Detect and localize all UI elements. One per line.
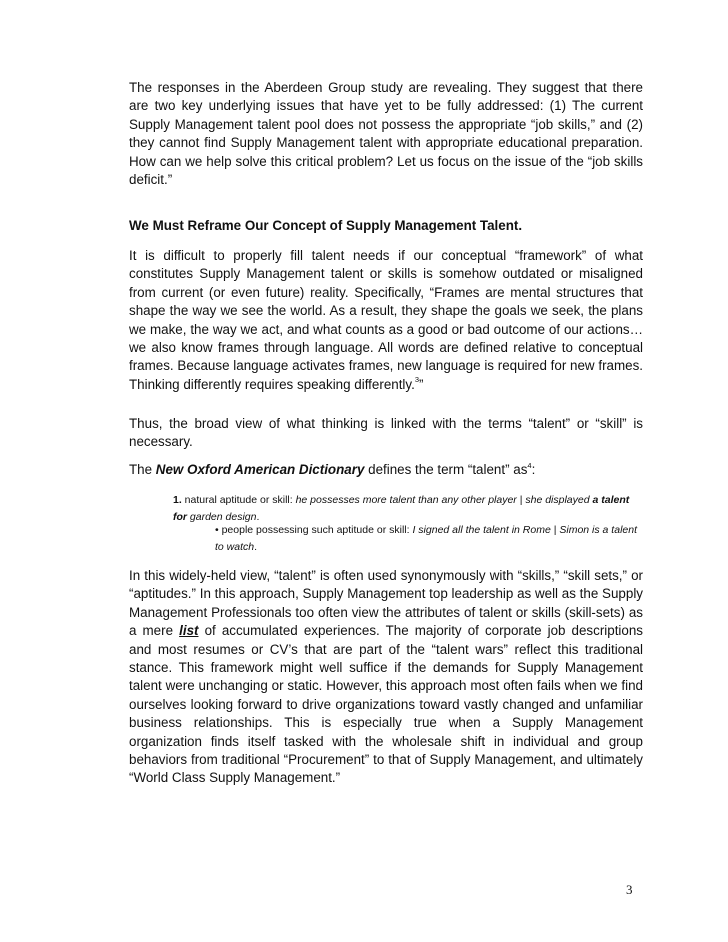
- dict-intro-colon: :: [531, 462, 536, 477]
- widely-held-text-a: In this widely-held view, “talent” is often used synonymously with “skills,” “skill sets,” or “aptitudes.” In this approach, Supply Management top leadership as well as the Supply Management Professionals too often view the attributes of talent or skills (skill-sets) as a mere: [129, 568, 643, 639]
- paragraph-frames: [129, 247, 643, 394]
- paragraph-dictionary-intro: [129, 461, 643, 479]
- def1-example-2a: she displayed: [525, 494, 593, 506]
- def1-example-2b: garden design: [187, 510, 257, 523]
- def1-period: .: [256, 510, 260, 523]
- definition-2: [215, 522, 645, 555]
- frames-close-quote: ”: [419, 376, 424, 392]
- def2-example-2: Simon is a talent to watch: [215, 524, 637, 553]
- def2-example-1: I signed all the talent in Rome: [412, 524, 551, 536]
- definition-1: [173, 492, 633, 525]
- list-emphasis: list: [179, 623, 199, 639]
- footnote-ref-4: 4: [527, 460, 532, 470]
- definition-number: 1.: [173, 494, 182, 506]
- def1-example-2-bold: a talent for: [173, 494, 630, 523]
- paragraph-aberdeen: The responses in the Aberdeen Group study are revealing. They suggest that there are two key underlying issues that have yet to be fully addressed: (1) The current Supply Management talent pool does not possess the appropriate “job skills,” and (2) they cannot find Supply Management talent with appropriate educational preparation. How can we help solve this critical problem? Let us focus on the issue of the “job skills deficit.”: [129, 80, 643, 188]
- section-heading: We Must Reframe Our Concept of Supply Management Talent.: [129, 218, 523, 233]
- widely-held-text-b: of accumulated experiences. The majority of corporate job descriptions and most resumes or CV’s that are part of the “talent wars” reflect this traditional stance. This framework might well suffice if the demands for Supply Management talent were unchanging or static. However, this approach most often fails when we find ourselves looking forward to drive organizations toward vastly changed and unfamiliar business relationships. This is especially true when a Supply Management organization finds itself tasked with the wholesale shift in individual and group behaviors from traditional “Procurement” to that of Supply Management, and ultimately “World Class Supply Management.”: [129, 623, 643, 786]
- page-number: 3: [626, 882, 633, 897]
- def2-separator: |: [550, 524, 560, 536]
- dict-intro-pre: The: [129, 462, 156, 477]
- paragraph-widely-held-view: [129, 567, 643, 788]
- dictionary-title: New Oxford American Dictionary: [155, 462, 365, 477]
- frames-text: It is difficult to properly fill talent needs if our conceptual “framework” of what constitutes Supply Management talent or skills is somehow outdated or misaligned from current (or even future) reality. Specifically, “Frames are mental structures that shape the way we see the world. As a result, they shape the goals we seek, the plans we make, the way we act, and what counts as a good or bad outcome of our actions…we also know frames through language. All words are defined relative to conceptual frames. Because language activates frames, new language is required for new frames. Thinking differently requires speaking differently.: [129, 248, 643, 392]
- def1-separator: |: [516, 494, 526, 506]
- footnote-ref-3: 3: [414, 375, 419, 385]
- def2-period: .: [254, 540, 258, 553]
- dict-intro-mid: defines the term “talent” as: [364, 462, 528, 477]
- def1-example-1: he possesses more talent than any other player: [295, 494, 517, 506]
- def2-sense: • people possessing such aptitude or skill:: [215, 524, 413, 536]
- paragraph-broad-view: Thus, the broad view of what thinking is linked with the terms “talent” or “skill” is necessary.: [129, 416, 643, 450]
- def1-sense: natural aptitude or skill:: [181, 494, 296, 506]
